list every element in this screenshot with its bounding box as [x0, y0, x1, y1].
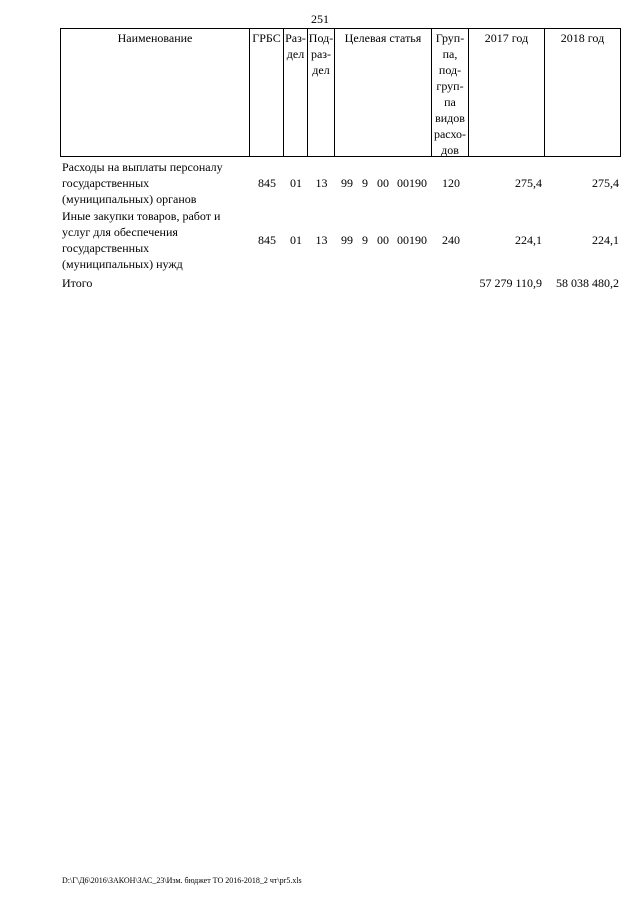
- header-group-line: Груп-: [435, 31, 465, 45]
- header-podrazdel-line: Под-: [308, 31, 334, 45]
- row-name-line: государственных: [62, 176, 150, 190]
- row-name-line: Иные закупки товаров, работ и: [62, 209, 221, 223]
- header-2018: [545, 28, 621, 157]
- total-2017: 57 279 110,9: [479, 276, 542, 290]
- header-group-line: видов: [435, 111, 465, 125]
- row-target-program: 99: [341, 233, 353, 247]
- row-group: 240: [442, 233, 460, 247]
- header-group-line: дов: [441, 143, 459, 157]
- header-2017: [469, 28, 545, 157]
- row-name-line: услуг для обеспечения: [62, 225, 178, 239]
- row-grbs: 845: [258, 176, 276, 190]
- header-razdel-line: Раз-: [285, 31, 306, 45]
- header-target: [335, 28, 432, 157]
- header-group-line: па,: [442, 47, 458, 61]
- row-name-line: государственных: [62, 241, 150, 255]
- row-name-line: (муниципальных) нужд: [62, 257, 183, 271]
- row-name: [62, 159, 223, 207]
- header-name: [60, 28, 250, 157]
- header-podrazdel-line: дел: [312, 63, 330, 77]
- header-razdel: [284, 28, 308, 157]
- header-target-label: Целевая статья: [344, 31, 422, 45]
- total-label: Итого: [62, 276, 93, 290]
- header-group-line: па: [444, 95, 456, 109]
- row-grbs: 845: [258, 233, 276, 247]
- row-target-main: 00: [377, 176, 389, 190]
- header-group: [432, 28, 469, 157]
- row-target-main: 00: [377, 233, 389, 247]
- row-2018: 224,1: [592, 233, 619, 247]
- row-podrazdel: 13: [315, 176, 328, 190]
- total-2018: 58 038 480,2: [556, 276, 619, 290]
- header-grbs: [250, 28, 284, 157]
- header-2018-label: 2018 год: [560, 31, 605, 45]
- header-group-line: груп-: [436, 79, 464, 93]
- row-razdel: 01: [290, 233, 302, 247]
- row-target-program: 99: [341, 176, 353, 190]
- header-razdel-line: дел: [286, 47, 305, 61]
- header-group-line: под-: [438, 63, 462, 77]
- row-name: [62, 208, 220, 272]
- row-name-line: (муниципальных) органов: [62, 192, 197, 206]
- row-name-line: Расходы на выплаты персоналу: [62, 160, 223, 174]
- header-podrazdel-line: раз-: [310, 47, 332, 61]
- row-2017: 275,4: [515, 176, 542, 190]
- row-target-subprogram: 9: [362, 176, 368, 190]
- header-name-label: Наименование: [117, 31, 193, 45]
- header-group-line: расхо-: [433, 127, 467, 141]
- page-number: 251: [311, 12, 329, 26]
- file-path-footer: D:\Г\Д6\2016\ЗАКОН\ЗАС_23\Изм. бюджет ТО 2016-2018_2 чт\pr5.xls: [62, 876, 302, 885]
- row-target-direction: 00190: [397, 176, 427, 190]
- row-2017: 224,1: [515, 233, 542, 247]
- row-group: 120: [442, 176, 460, 190]
- row-target-direction: 00190: [397, 233, 427, 247]
- header-podrazdel: [308, 28, 335, 157]
- row-target-subprogram: 9: [362, 233, 368, 247]
- row-podrazdel: 13: [315, 233, 328, 247]
- header-grbs-label: ГРБС: [252, 31, 281, 45]
- row-2018: 275,4: [592, 176, 619, 190]
- row-razdel: 01: [290, 176, 302, 190]
- header-2017-label: 2017 год: [484, 31, 529, 45]
